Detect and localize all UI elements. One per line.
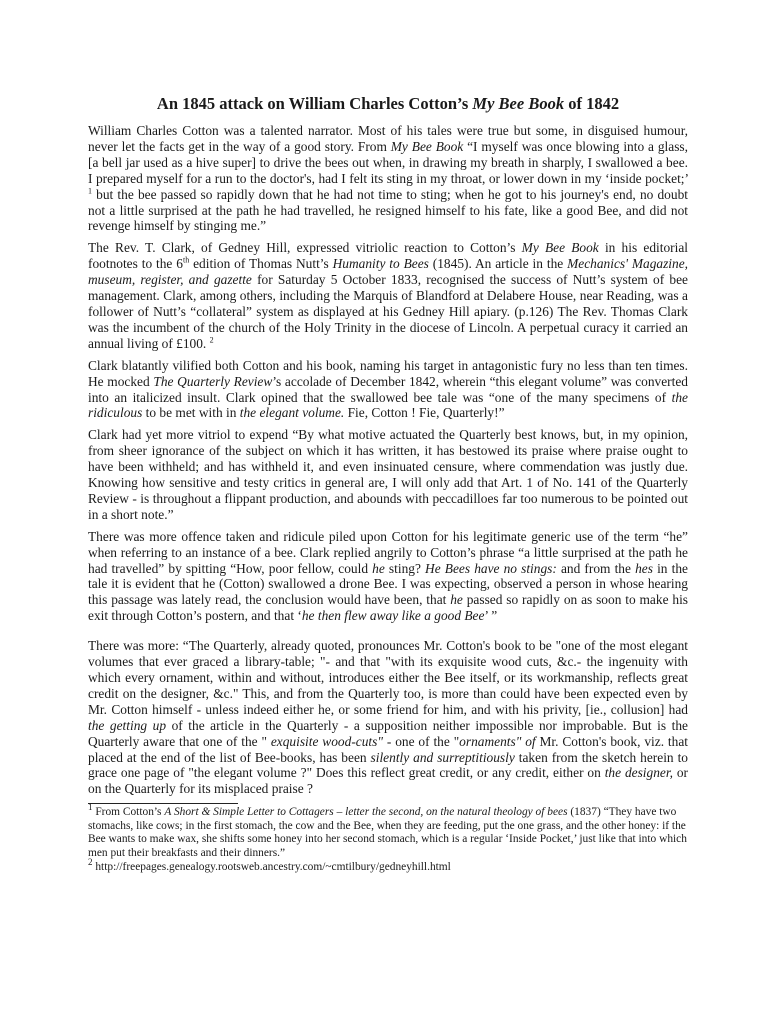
footnote-2: $^2$ http://freepages.genealogy.rootsweb.ancestry.com/~cmtilbury/gedneyhill.html (88, 856, 451, 873)
document-page (88, 94, 688, 874)
paragraph-3: Clark blatantly vilified both Cotton and his book, naming his target in antagonistic fury no less than ten times. He mocked The Quarterly Review’s accolade of December 1842, wherein “this elegant volume” was converted into an italicized insult. Clark opined that the swallowed bee tale was “one of the many specimens of the ridiculous to be met with in the elegant volume. Fie, Cotton ! Fie, Quarterly!” (88, 357, 688, 421)
page-title: An 1845 attack on William Charles Cotton’s My Bee Book of 1842 (156, 94, 620, 113)
footnote-divider (88, 803, 238, 804)
footnote-1: $^1$ From Cotton’s A Short & Simple Letter to Cottagers – letter the second, on the natural theology of bees (1837) “They have two stomachs, like cows; in the first stomach, the cow and the Bee, when they are feeding, put the one grass, and the other honey: if the Bee wants to make wax, she shifts some honey into her second stomach, which is a regular ‘Inside Pocket,’ just like that into which men put their breakfasts and their dinners.” (88, 802, 687, 860)
paragraph-2: The Rev. T. Clark, of Gedney Hill, expressed vitriolic reaction to Cotton’s My Bee Book in his editorial footnotes to the 6th edition of Thomas Nutt’s Humanity to Bees (1845). An article in the Mechanics' Magazine, museum, register, and gazette for Saturday 5 October 1833, recognised the success of Nutt’s system of bee management. Clark, among others, including the Marquis of Blandford at Delabere House, near Reading, was a follower of Nutt’s “collateral” system as displayed at his Gedney Hill apiary. (p.126) The Rev. Thomas Clark was the incumbent of the church of the Holy Trinity in the diocese of Lincoln. A perpetual curacy it carried an annual living of £100. $^2$ (88, 240, 689, 351)
paragraph-6: There was more: “The Quarterly, already quoted, pronounces Mr. Cotton's book to be "one of the most elegant volumes that ever graced a library-table; "- and that "with its exquisite wood cuts, &c.- the ingenuity with which every ornament, within and without, introduces either the Bee itself, or its workmanship, reflects great credit on the designer, &c." This, and from the Quarterly too, is more than could have been expected even by Mr. Cotton himself - unless indeed either he, or some friend for him, and with his privity, [ie., collusion] had the getting up of the article in the Quarterly - a supposition neither impossible nor improbable. But is the Quarterly aware that one of the " exquisite wood-cuts" - one of the "ornaments" of Mr. Cotton's book, viz. that placed at the end of the list of Bee-books, has been silently and surreptitiously taken from the sketch herein to grace one page of "the elegant volume ?" Does this reflect great credit, or any credit, either on the designer, or on the Quarterly for its misplaced praise ? (88, 638, 688, 797)
paragraph-4: Clark had yet more vitriol to expend “By what motive actuated the Quarterly best knows, but, in my opinion, from sheer ignorance of the subject on which it has written, it has bestowed its praise where praise ought to have been withheld; and has withheld it, and even insinuated censure, where commendation was justly due. Knowing how sensitive and testy critics in general are, I will only add that Art. 1 of No. 141 of the Quarterly Review - is throughout a flippant production, and abounds with peccadilloes far too numerous to be pointed out in a short note.” (88, 427, 688, 522)
footnote-ref-2: 2 (209, 335, 214, 345)
title-book: My Bee Book (472, 94, 565, 113)
paragraph-1: William Charles Cotton was a talented narrator. Most of his tales were true but some, in disguised humour, never let the facts get in the way of a good story. From My Bee Book “I myself was once blowing into a glass, [a bell jar used as a hive super] to drive the bees out when, in drawing my breath in sharply, I swallowed a bee. I prepared myself for a run to the doctor's, had I felt its sting in my throat, or lower down in my ‘inside pocket;’ $^1$ but the bee passed so rapidly down that he had not time to sting; when he got to his journey's end, no doubt not a little surprised at the path he had travelled, he resigned himself to his fate, like a good Bee, and did not revenge himself by stinging me.” (88, 123, 688, 234)
footnote-url: http://freepages.genealogy.rootsweb.ancestry.com/~cmtilbury/gedneyhill.html (92, 860, 451, 873)
footnote-ref-1: 1 (88, 186, 92, 196)
paragraph-5: There was more offence taken and ridicule piled upon Cotton for his legitimate generic use of the term “he” when referring to an instance of a bee. Clark replied angrily to Cotton’s phrase “a little surprised at the path he had travelled” by spitting “How, poor fellow, could he sting? He Bees have no stings: and from the hes in the tale it is evident that he (Cotton) swallowed a drone Bee. I was expecting, observed a person in whose hearing this passage was lately read, the conclusion would have been, that he passed so rapidly on as soon to make his exit through Cotton’s postern, and that ‘he then flew away like a good Bee’ ” (88, 528, 688, 624)
